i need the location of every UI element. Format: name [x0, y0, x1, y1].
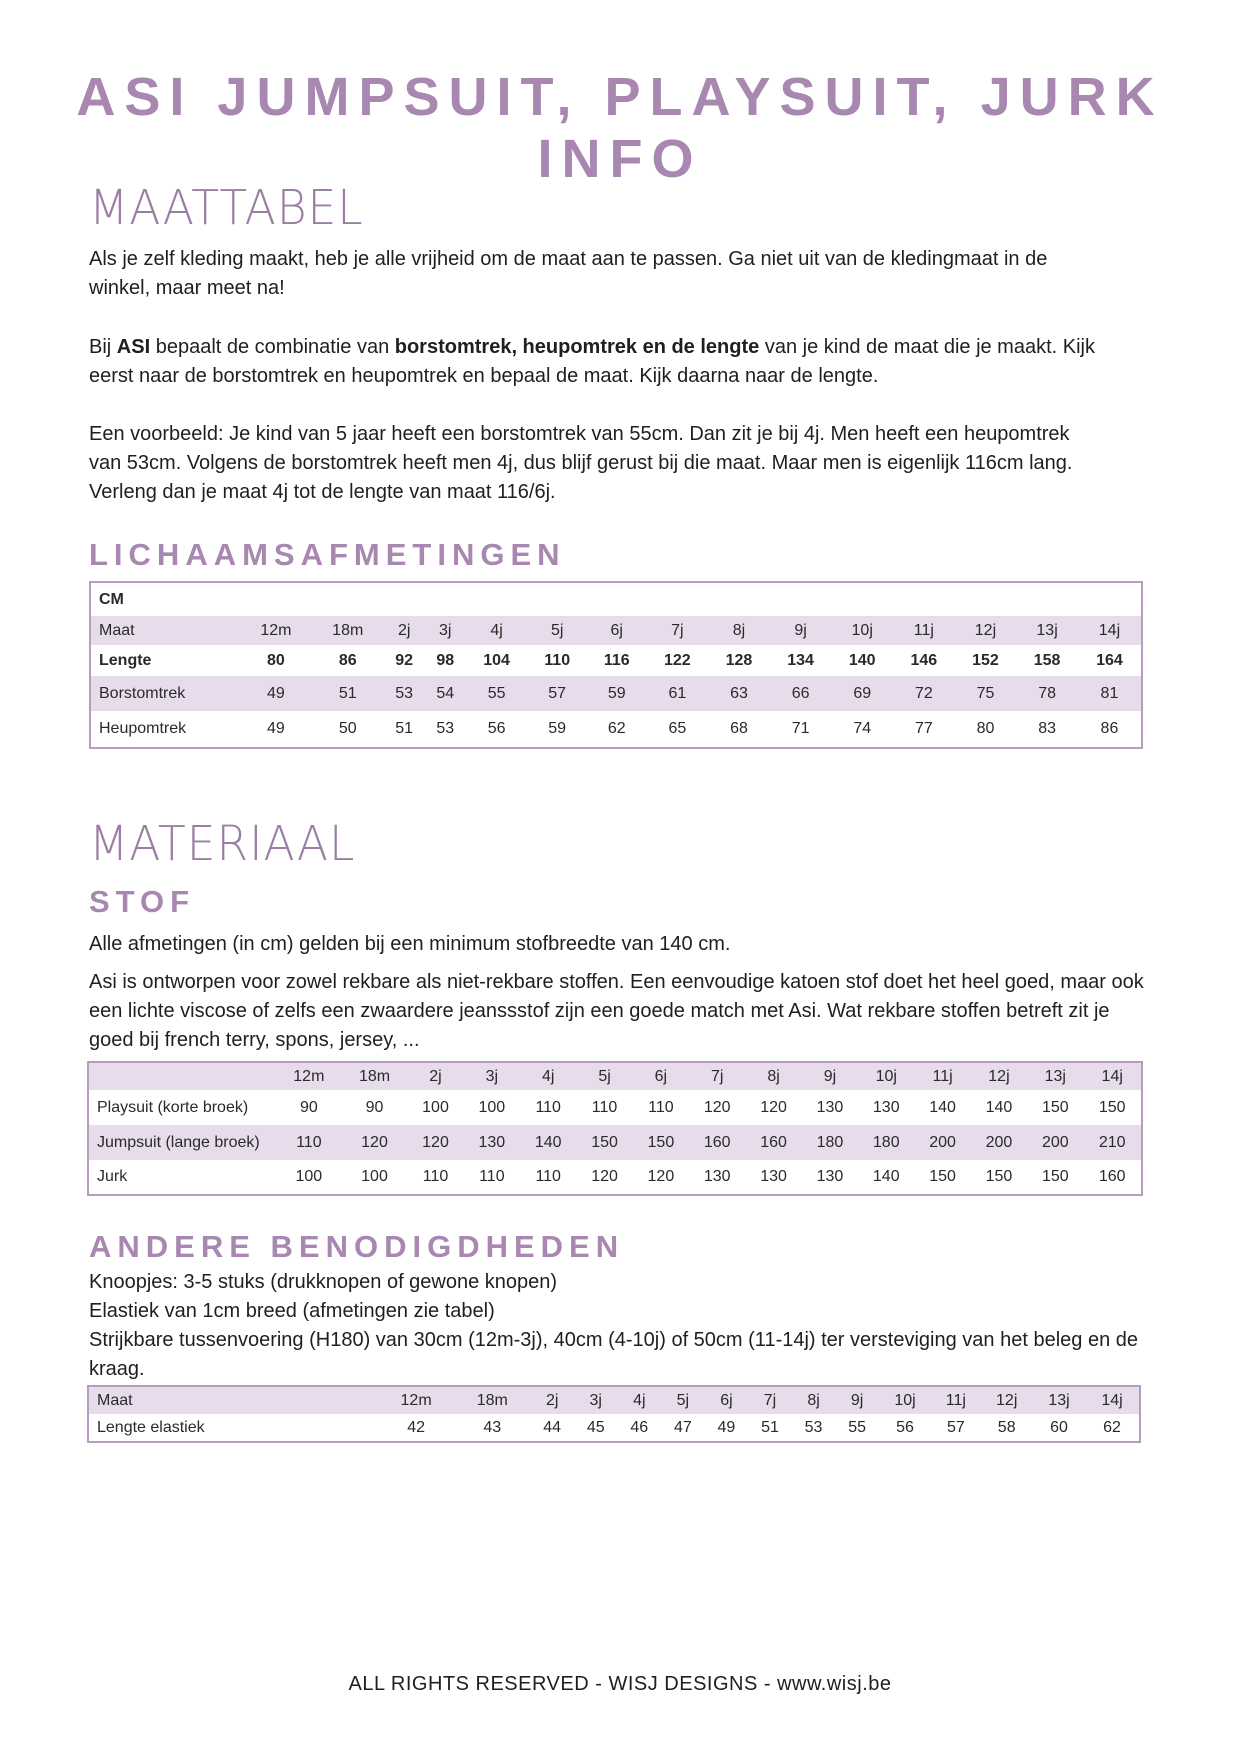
table-cell: 4j: [541, 1067, 555, 1085]
table-cell: 56: [896, 1418, 914, 1436]
table-cell: 140: [985, 1098, 1013, 1116]
table-cell: 77: [914, 720, 933, 737]
table-cell: 65: [668, 720, 687, 737]
andere-heading: ANDERE BENODIGDHEDEN: [89, 1229, 625, 1264]
table-cell: 7j: [711, 1067, 724, 1085]
table-cell: 90: [365, 1098, 384, 1116]
table-cell: 78: [1038, 684, 1056, 702]
table-cell: 54: [436, 684, 455, 702]
table-cell: 62: [607, 720, 626, 737]
table-cell: 110: [648, 1098, 674, 1116]
table-cell: 83: [1038, 720, 1056, 737]
table-cell: 62: [1103, 1418, 1121, 1436]
table-cell: 134: [787, 651, 814, 669]
body-measurements-table: [89, 581, 1143, 749]
table-cell: 2j: [429, 1067, 442, 1085]
table-cell: 140: [534, 1133, 562, 1151]
table-cell: 86: [338, 651, 357, 669]
table-cell: 6j: [654, 1067, 668, 1085]
table-cell: 110: [591, 1098, 618, 1116]
table-cell: 150: [647, 1133, 675, 1151]
table-cell: 116: [603, 651, 630, 669]
table-cell: 53: [395, 684, 414, 702]
table-cell: 10j: [851, 621, 873, 639]
table-cell: 51: [338, 684, 357, 702]
table-cell: 56: [487, 720, 506, 737]
row-label: Maat: [97, 1391, 133, 1409]
footer-copyright: ALL RIGHTS RESERVED - WISJ DESIGNS - www.wisj.be: [348, 1673, 892, 1695]
table-cell: 7j: [671, 621, 684, 639]
table-cell: 57: [548, 684, 567, 702]
table-cell: 110: [535, 1098, 561, 1116]
table-cell: 69: [853, 684, 872, 702]
table-cell: 104: [483, 651, 510, 669]
table-cell: 7j: [763, 1391, 777, 1409]
table-cell: 61: [668, 684, 687, 702]
table-cell: 150: [1098, 1098, 1126, 1116]
page-title: ASI JUMPSUIT, PLAYSUIT, JURK INFO: [76, 67, 1164, 189]
table-cell: 58: [997, 1418, 1016, 1436]
table-cell: 51: [761, 1418, 779, 1436]
table-cell: 152: [972, 651, 999, 669]
empty-cell: [240, 582, 1142, 616]
table-cell: 128: [725, 651, 753, 669]
table-cell: 12j: [996, 1391, 1018, 1409]
materiaal-heading: MATERIAAL: [89, 816, 356, 872]
table-cell: 110: [296, 1133, 322, 1151]
table-cell: 13j: [1036, 621, 1058, 639]
table-cell: 140: [872, 1168, 900, 1185]
fabric-table: [87, 1061, 1143, 1196]
table-cell: 2j: [545, 1391, 559, 1409]
table-cell: 46: [630, 1418, 649, 1436]
table-cell: 5j: [598, 1067, 611, 1085]
table-cell: 100: [361, 1168, 388, 1185]
table-cell: 80: [267, 651, 285, 669]
table-cell: 9j: [850, 1391, 864, 1409]
table-cell: 120: [591, 1168, 618, 1185]
table-cell: 50: [338, 720, 357, 737]
table-cell: 18m: [332, 621, 364, 639]
table-cell: 200: [929, 1133, 956, 1151]
table-cell: 6j: [610, 621, 623, 639]
table-cell: 72: [914, 684, 933, 702]
unit-row: [90, 582, 1142, 616]
size-header-row: [88, 1062, 1142, 1090]
table-cell: 210: [1098, 1133, 1126, 1151]
table-cell: 11j: [913, 621, 934, 639]
table-cell: 150: [1041, 1098, 1069, 1116]
table-cell: 100: [422, 1098, 449, 1116]
table-cell: 10j: [875, 1067, 897, 1085]
table-cell: 130: [760, 1168, 787, 1185]
table-cell: 160: [1098, 1168, 1126, 1185]
table-cell: 81: [1100, 684, 1119, 702]
table-cell: 13j: [1048, 1391, 1070, 1409]
table-cell: 150: [985, 1168, 1013, 1185]
lichaam-heading: LICHAAMSAFMETINGEN: [89, 537, 566, 572]
table-cell: 120: [703, 1098, 731, 1116]
table-cell: 130: [703, 1168, 731, 1185]
table-cell: 53: [804, 1418, 823, 1436]
row-label: Jumpsuit (lange broek): [97, 1133, 260, 1151]
table-cell: 164: [1096, 651, 1123, 669]
table-cell: 49: [717, 1418, 736, 1436]
table-cell: 8j: [767, 1067, 780, 1085]
table-cell: 200: [985, 1133, 1013, 1151]
table-cell: 14j: [1101, 1067, 1123, 1085]
row-label: Borstomtrek: [99, 684, 186, 702]
table-cell: 49: [267, 684, 285, 702]
table-cell: 110: [479, 1168, 505, 1185]
table-cell: 90: [299, 1098, 318, 1116]
table-cell: 110: [535, 1168, 561, 1185]
stof-heading: STOF: [89, 884, 196, 919]
table-cell: 160: [703, 1133, 731, 1151]
text: bepaalt de combinatie van: [150, 336, 395, 358]
size-header-row: [88, 1386, 1140, 1414]
table-cell: 75: [976, 684, 995, 702]
table-cell: 100: [478, 1098, 506, 1116]
row-label: [88, 1062, 276, 1090]
maattabel-heading: MAATTABEL: [89, 180, 364, 236]
table-cell: 55: [487, 684, 506, 702]
maattabel-example: Een voorbeeld: Je kind van 5 jaar heeft een borstomtrek van 55cm. Dan zit je bij 4j. Men heeft een heupomtrek van 53cm. Volgens de borstomtrek heeft men 4j, dus blijf gerust bij die maat. Maar men is eigenlijk 116cm lang. Verleng dan je maat 4j tot de lengte van maat 116/6j.: [89, 423, 1073, 503]
table-cell: 150: [591, 1133, 618, 1151]
table-cell: 12m: [400, 1391, 432, 1409]
lengte-elastiek-row: [88, 1414, 1140, 1442]
table-cell: 12j: [974, 621, 997, 639]
jurk-row: [88, 1160, 1142, 1195]
table-cell: 110: [544, 651, 571, 669]
table-cell: 42: [407, 1418, 425, 1436]
table-cell: 18m: [476, 1391, 508, 1409]
table-cell: 120: [422, 1133, 449, 1151]
table-cell: 140: [848, 651, 876, 669]
knoopjes-line: Knoopjes: 3-5 stuks (drukknopen of gewone knopen): [89, 1271, 558, 1293]
borstomtrek-row: [90, 676, 1142, 711]
table-cell: 45: [586, 1418, 605, 1436]
text: Bij: [89, 336, 117, 358]
table-cell: 9j: [794, 621, 807, 639]
elastiek-line: Elastiek van 1cm breed (afmetingen zie tabel): [89, 1300, 495, 1322]
table-cell: 12j: [988, 1067, 1010, 1085]
table-cell: 5j: [550, 621, 564, 639]
table-cell: 140: [929, 1098, 956, 1116]
table-cell: 59: [607, 684, 626, 702]
table-cell: 92: [395, 651, 414, 669]
table-cell: 150: [929, 1168, 956, 1185]
table-cell: 3j: [439, 621, 452, 639]
table-cell: 55: [848, 1418, 867, 1436]
table-cell: 120: [361, 1133, 388, 1151]
table-cell: 6j: [720, 1391, 733, 1409]
maattabel-intro: Als je zelf kleding maakt, heb je alle vrijheid om de maat aan te passen. Ga niet uit van de kledingmaat in de winkel, maar meet na!: [89, 248, 1048, 299]
size-header-row: [90, 616, 1142, 645]
table-cell: 180: [872, 1133, 900, 1151]
table-cell: 2j: [397, 621, 411, 639]
jumpsuit-row: [88, 1125, 1142, 1160]
table-cell: 98: [436, 651, 455, 669]
stof-width-note: Alle afmetingen (in cm) gelden bij een minimum stofbreedte van 140 cm.: [89, 933, 731, 955]
table-cell: 120: [760, 1098, 787, 1116]
table-cell: 200: [1041, 1133, 1069, 1151]
table-cell: 59: [548, 720, 567, 737]
table-cell: 80: [976, 720, 995, 737]
table-cell: 9j: [823, 1067, 837, 1085]
row-label: Maat: [99, 621, 135, 639]
tussenvoering-line: Strijkbare tussenvoering (H180) van 30cm (12m-3j), 40cm (4-10j) of 50cm (11-14j) ter versteviging van het beleg en de kraag.: [89, 1329, 1139, 1380]
table-cell: 150: [1041, 1168, 1069, 1185]
heupomtrek-row: [90, 711, 1142, 748]
row-label: Playsuit (korte broek): [97, 1098, 249, 1116]
table-cell: 180: [816, 1133, 844, 1151]
table-cell: 71: [791, 720, 810, 737]
table-cell: 53: [436, 720, 455, 737]
playsuit-row: [88, 1090, 1142, 1125]
table-cell: 14j: [1101, 1391, 1123, 1409]
table-cell: 120: [647, 1168, 675, 1185]
table-cell: 10j: [894, 1391, 916, 1409]
table-cell: 68: [730, 720, 748, 737]
table-cell: 110: [422, 1168, 449, 1185]
table-cell: 18m: [358, 1067, 391, 1085]
bold-measurements: borstomtrek, heupomtrek en de lengte: [394, 336, 760, 358]
table-cell: 63: [730, 684, 748, 702]
table-cell: 47: [673, 1418, 692, 1436]
table-cell: 8j: [732, 621, 746, 639]
table-cell: 13j: [1044, 1067, 1066, 1085]
table-cell: 4j: [490, 621, 503, 639]
table-cell: 122: [663, 651, 691, 669]
table-cell: 51: [395, 720, 414, 737]
row-label: Heupomtrek: [99, 720, 187, 737]
table-cell: 130: [816, 1168, 844, 1185]
table-cell: 12m: [260, 621, 292, 639]
table-cell: 43: [483, 1418, 502, 1436]
table-cell: 3j: [485, 1067, 499, 1085]
table-cell: 14j: [1098, 621, 1121, 639]
table-cell: 66: [791, 684, 810, 702]
table-cell: 49: [267, 720, 285, 737]
table-cell: 86: [1100, 720, 1119, 737]
table-cell: 5j: [676, 1391, 690, 1409]
table-cell: 57: [946, 1418, 965, 1436]
table-cell: 130: [478, 1133, 506, 1151]
text: van je kind de maat die je maakt. Kijk eerst naar de borstomtrek en heupomtrek en bepaal de maat. Kijk daarna naar de lengte.: [89, 336, 1095, 387]
row-label: Lengte: [99, 651, 152, 669]
table-cell: 160: [760, 1133, 787, 1151]
row-label: Lengte elastiek: [97, 1418, 205, 1436]
bold-asi: ASI: [116, 336, 151, 358]
stof-description: Asi is ontworpen voor zowel rekbare als niet-rekbare stoffen. Een eenvoudige katoen stof doet het heel goed, maar ook een lichte viscose of zelfs een zwaardere jeanssstof zijn een goede match met Asi. Wat rekbare stoffen betreft zit je goed bij french terry, spons, jersey, ...: [89, 971, 1144, 1051]
table-cell: 8j: [807, 1391, 820, 1409]
table-cell: 130: [872, 1098, 900, 1116]
table-cell: 11j: [945, 1391, 966, 1409]
table-cell: 130: [816, 1098, 844, 1116]
table-cell: 11j: [932, 1067, 953, 1085]
table-cell: 44: [543, 1418, 562, 1436]
lengte-row: [90, 645, 1142, 676]
table-cell: 12m: [293, 1067, 325, 1085]
table-cell: 146: [910, 651, 938, 669]
table-cell: 158: [1033, 651, 1061, 669]
table-cell: 60: [1050, 1418, 1068, 1436]
table-cell: 4j: [633, 1391, 646, 1409]
table-cell: 3j: [589, 1391, 602, 1409]
unit-label: CM: [99, 590, 124, 608]
maattabel-asi-explanation: [89, 333, 1099, 391]
table-cell: 74: [853, 720, 872, 737]
elastic-table: [87, 1385, 1141, 1443]
table-cell: 100: [295, 1168, 323, 1185]
row-label: Jurk: [97, 1168, 128, 1185]
